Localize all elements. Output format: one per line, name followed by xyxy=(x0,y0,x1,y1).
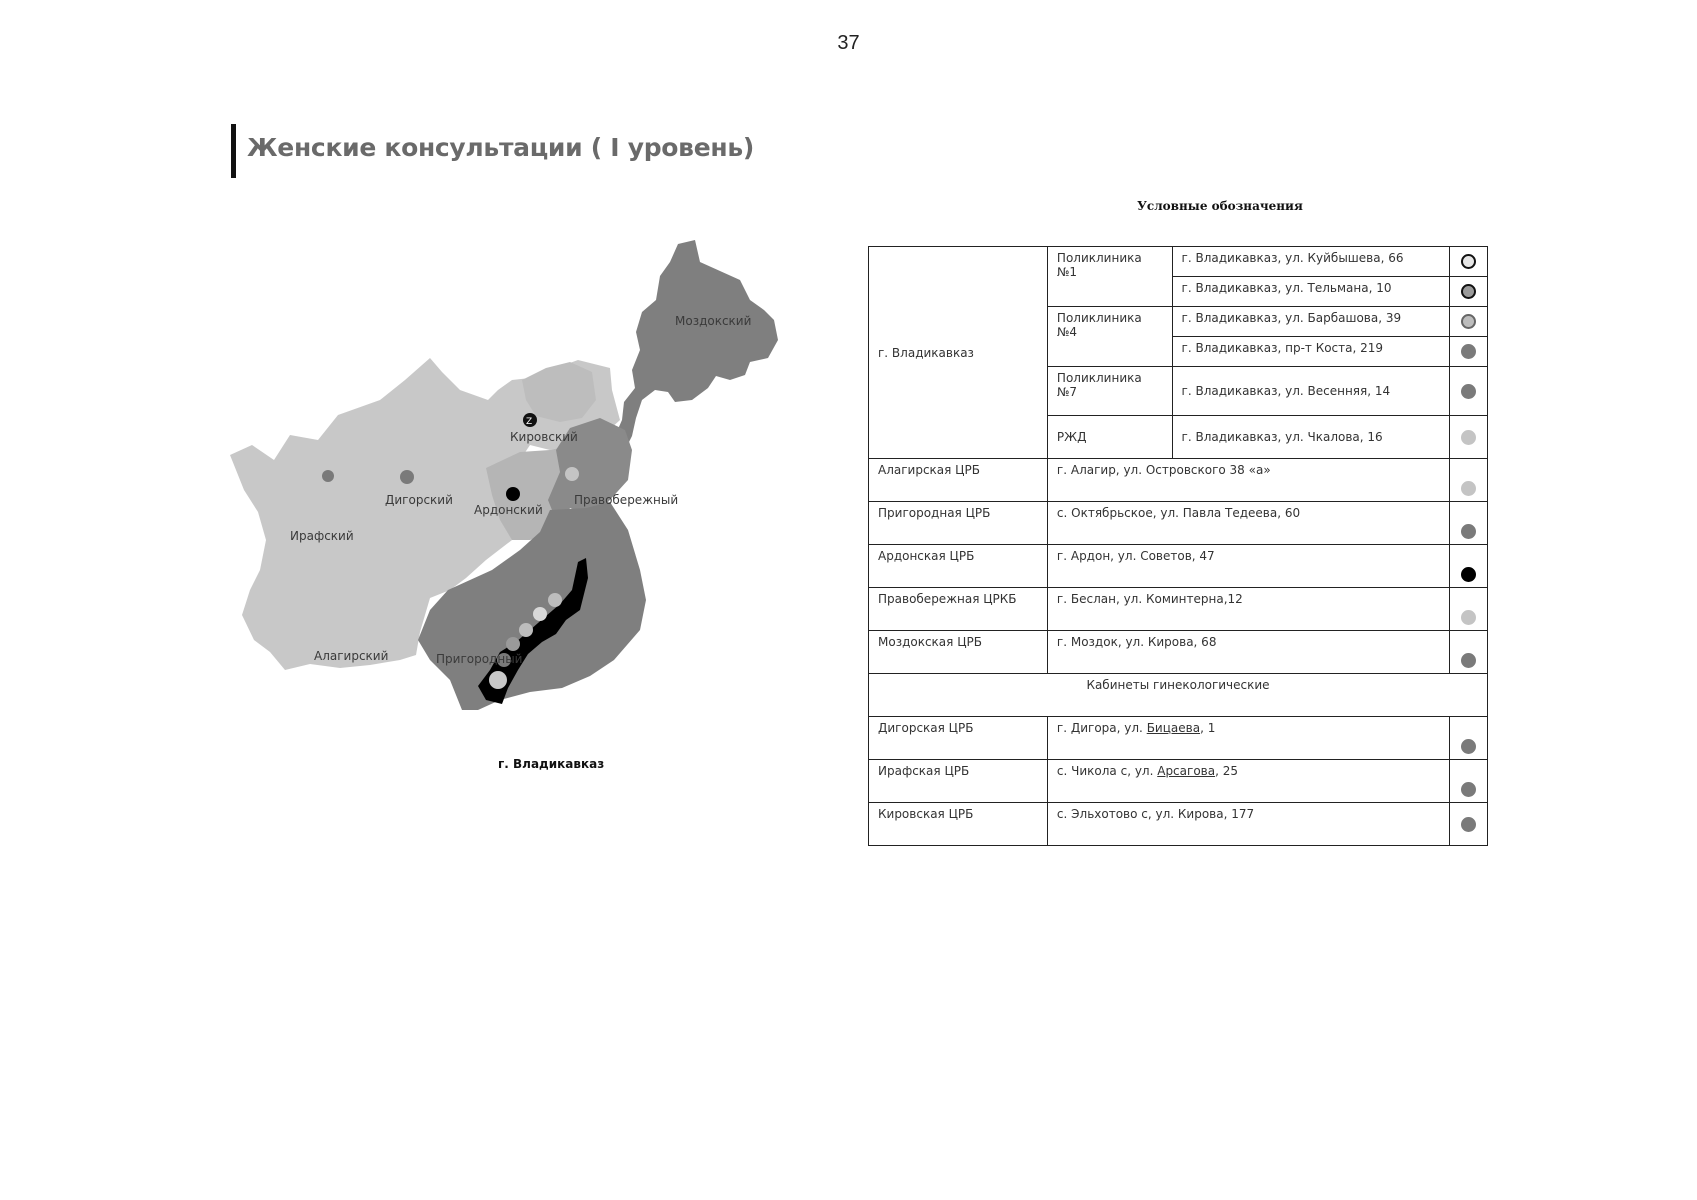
marker-black-icon xyxy=(1461,567,1476,582)
marker-dark-grey-icon xyxy=(1461,782,1476,797)
legend-name: Пригородная ЦРБ xyxy=(869,502,1048,545)
label-prigorodny: Пригородный xyxy=(436,652,523,666)
legend-group-name: РЖД xyxy=(1047,416,1172,459)
legend-row xyxy=(869,631,1488,674)
legend-marker-cell xyxy=(1450,631,1488,674)
region-mozdok xyxy=(608,240,778,454)
legend-marker-cell xyxy=(1450,416,1488,459)
legend-name: Алагирская ЦРБ xyxy=(869,459,1048,502)
gyn-section-title: Кабинеты гинекологические xyxy=(869,674,1488,717)
marker-city-3 xyxy=(519,623,533,637)
label-pravoberezhny: Правобережный xyxy=(574,493,679,507)
legend-marker-cell xyxy=(1450,588,1488,631)
legend-address xyxy=(1047,717,1449,760)
legend-group-name: Поликлиника №7 xyxy=(1047,367,1172,416)
legend-city-cell: г. Владикавказ xyxy=(869,247,1048,459)
legend-marker-cell xyxy=(1450,367,1488,416)
marker-light-grey-icon xyxy=(1461,481,1476,496)
label-digorsky: Дигорский xyxy=(385,493,453,507)
address-street: Бицаева xyxy=(1146,721,1201,735)
legend-name: Моздокская ЦРБ xyxy=(869,631,1048,674)
legend-row xyxy=(869,247,1488,277)
legend-row xyxy=(869,588,1488,631)
legend-address: г. Владикавказ, пр-т Коста, 219 xyxy=(1172,337,1450,367)
legend-marker-cell xyxy=(1450,307,1488,337)
address-suffix: , 1 xyxy=(1200,721,1216,735)
legend-address: с. Октябрьское, ул. Павла Тедеева, 60 xyxy=(1047,502,1449,545)
marker-ring-dark-icon xyxy=(1461,284,1476,299)
marker-dark-grey-icon xyxy=(1461,817,1476,832)
marker-dark-grey-icon xyxy=(1461,653,1476,668)
marker-light-grey-icon xyxy=(1461,610,1476,625)
address-prefix: с. Эльхотово с, ул. Кирова, 177 xyxy=(1056,807,1255,821)
marker-irafsky xyxy=(322,470,334,482)
marker-ring-grey-icon xyxy=(1461,314,1476,329)
marker-dark-grey-icon xyxy=(1461,384,1476,399)
legend-row xyxy=(869,459,1488,502)
marker-ardonsky xyxy=(506,487,520,501)
legend-row xyxy=(869,545,1488,588)
label-mozdok: Моздокский xyxy=(675,314,752,328)
address-suffix: , 25 xyxy=(1215,764,1238,778)
legend-marker-cell xyxy=(1450,803,1488,846)
legend-section-row xyxy=(869,674,1488,717)
legend-name: Дигорская ЦРБ xyxy=(869,717,1048,760)
marker-digorsky xyxy=(400,470,414,484)
legend-group-name: Поликлиника №1 xyxy=(1047,247,1172,307)
marker-city-1 xyxy=(548,593,562,607)
page-number: 37 xyxy=(837,32,860,54)
legend-address: г. Владикавказ, ул. Барбашова, 39 xyxy=(1172,307,1450,337)
legend-marker-cell xyxy=(1450,277,1488,307)
legend-address: г. Владикавказ, ул. Куйбышева, 66 xyxy=(1172,247,1450,277)
legend-title: Условные обозначения xyxy=(1137,199,1303,213)
legend-marker-cell xyxy=(1450,502,1488,545)
section-heading xyxy=(231,124,754,178)
label-alagirsky: Алагирский xyxy=(314,649,389,663)
label-irafsky: Ирафский xyxy=(290,529,354,543)
address-prefix: г. Дигора, ул. xyxy=(1056,721,1147,735)
legend-marker-cell xyxy=(1450,717,1488,760)
marker-light-grey-icon xyxy=(1461,430,1476,445)
label-kirovsky: Кировский xyxy=(510,430,578,444)
marker-kirovsky-badge: Z xyxy=(526,417,533,427)
marker-pravoberezhny xyxy=(565,467,579,481)
legend-name: Ардонская ЦРБ xyxy=(869,545,1048,588)
marker-city-6 xyxy=(489,671,507,689)
legend-table xyxy=(868,246,1488,846)
legend-address: г. Ардон, ул. Советов, 47 xyxy=(1047,545,1449,588)
legend-marker-cell xyxy=(1450,459,1488,502)
marker-dark-grey-icon xyxy=(1461,739,1476,754)
address-prefix: с. Чикола с, ул. xyxy=(1056,764,1158,778)
legend-row xyxy=(869,502,1488,545)
legend-name: Кировская ЦРБ xyxy=(869,803,1048,846)
legend-row xyxy=(869,760,1488,803)
legend-group-name: Поликлиника №4 xyxy=(1047,307,1172,367)
legend-address xyxy=(1047,803,1449,846)
legend-address: г. Владикавказ, ул. Тельмана, 10 xyxy=(1172,277,1450,307)
label-ardonsky: Ардонский xyxy=(474,503,543,517)
marker-city-2 xyxy=(533,607,547,621)
legend-marker-cell xyxy=(1450,337,1488,367)
legend-name: Ирафская ЦРБ xyxy=(869,760,1048,803)
legend-address: г. Владикавказ, ул. Чкалова, 16 xyxy=(1172,416,1450,459)
legend-marker-cell xyxy=(1450,247,1488,277)
legend-address: г. Владикавказ, ул. Весенняя, 14 xyxy=(1172,367,1450,416)
label-vladikavkaz: г. Владикавказ xyxy=(498,757,605,771)
legend-address: г. Алагир, ул. Островского 38 «а» xyxy=(1047,459,1449,502)
marker-city-4 xyxy=(506,637,520,651)
legend-address: г. Моздок, ул. Кирова, 68 xyxy=(1047,631,1449,674)
legend-name: Правобережная ЦРКБ xyxy=(869,588,1048,631)
address-street: Арсагова xyxy=(1157,764,1216,778)
legend-row xyxy=(869,803,1488,846)
legend-marker-cell xyxy=(1450,760,1488,803)
legend-address xyxy=(1047,760,1449,803)
marker-dark-grey-icon xyxy=(1461,344,1476,359)
legend-address: г. Беслан, ул. Коминтерна,12 xyxy=(1047,588,1449,631)
districts-map xyxy=(230,240,850,800)
heading-text: Женские консультации ( I уровень) xyxy=(247,133,754,162)
marker-dark-grey-icon xyxy=(1461,524,1476,539)
marker-ring-light-icon xyxy=(1461,254,1476,269)
legend-row xyxy=(869,717,1488,760)
legend-marker-cell xyxy=(1450,545,1488,588)
